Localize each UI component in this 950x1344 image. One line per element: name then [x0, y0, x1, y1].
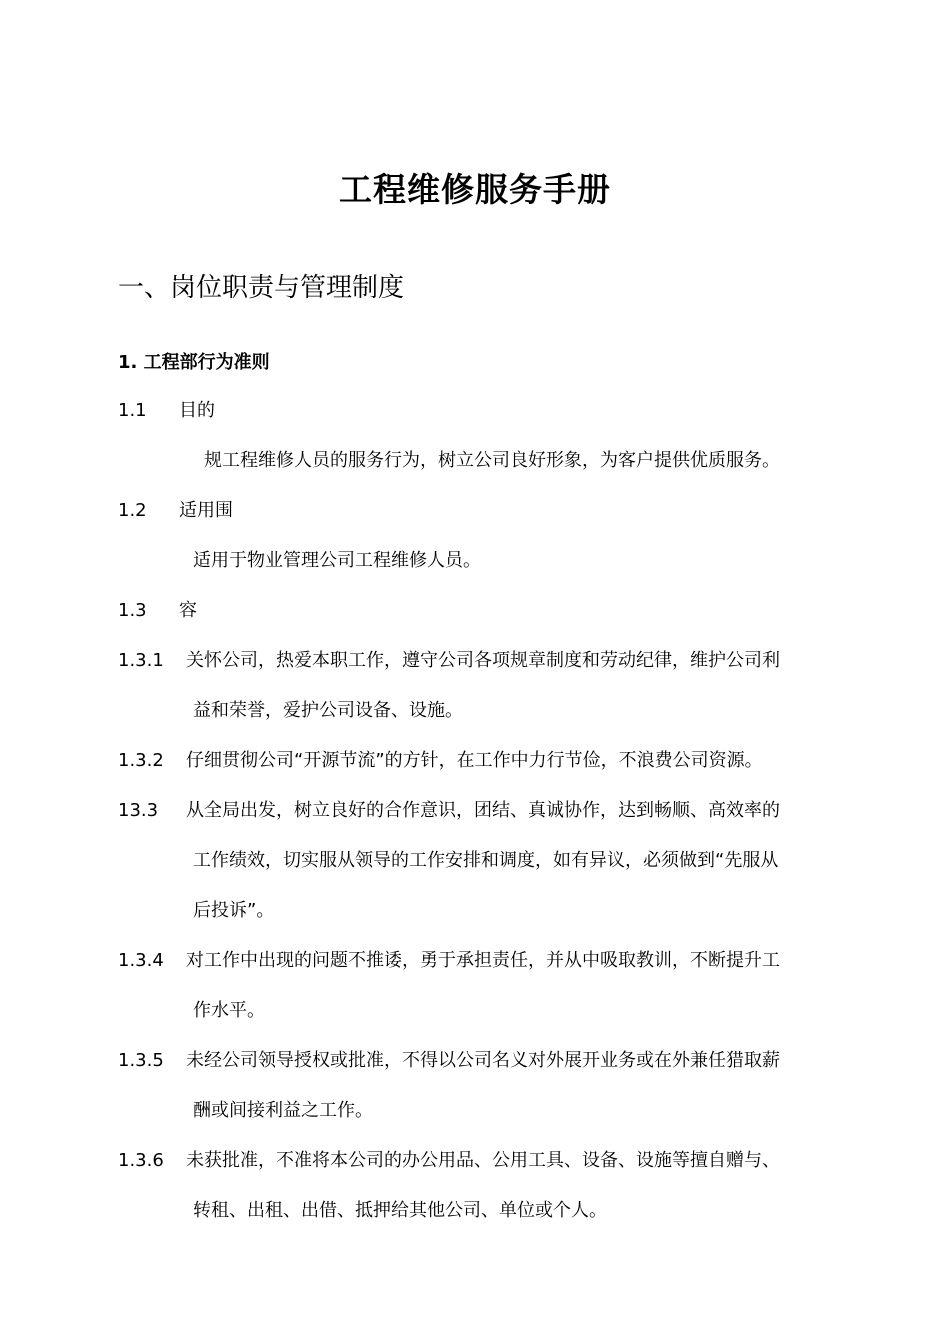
item-line: 后投诉”。	[193, 900, 275, 921]
item-number: 1.3.4	[118, 950, 164, 971]
section-number-1-2: 1.2	[118, 500, 147, 521]
item-number: 1.3.5	[118, 1050, 164, 1071]
item-number: 13.3	[118, 800, 159, 821]
item-number: 1.3.2	[118, 750, 164, 771]
section-label-1-3: 容	[179, 600, 197, 621]
section-body-1-2: 适用于物业管理公司工程维修人员。	[193, 550, 481, 571]
item-line: 未经公司领导授权或批准，不得以公司名义对外展开业务或在外兼任猎取薪	[186, 1050, 780, 1071]
item-number: 1.3.6	[118, 1150, 164, 1171]
item-line: 关怀公司，热爱本职工作，遵守公司各项规章制度和劳动纪律，维护公司利	[186, 650, 780, 671]
section-heading: 一、岗位职责与管理制度	[118, 273, 405, 303]
item-number: 1.3.1	[118, 650, 164, 671]
item-line: 仔细贯彻公司“开源节流”的方针，在工作中力行节俭，不浪费公司资源。	[186, 750, 763, 771]
item-line: 作水平。	[193, 1000, 265, 1021]
item-line: 工作绩效，切实服从领导的工作安排和调度，如有异议，必须做到“先服从	[193, 850, 779, 871]
item-line: 酬或间接利益之工作。	[193, 1100, 373, 1121]
section-label-1-2: 适用围	[179, 500, 233, 521]
section-label-1-1: 目的	[179, 400, 215, 421]
section-body-1-1: 规工程维修人员的服务行为，树立公司良好形象，为客户提供优质服务。	[204, 450, 780, 471]
item-line: 从全局出发，树立良好的合作意识，团结、真诚协作，达到畅顺、高效率的	[186, 800, 780, 821]
item-line: 对工作中出现的问题不推诿，勇于承担责任，并从中吸取教训，不断提升工	[186, 950, 780, 971]
section-number-1-3: 1.3	[118, 600, 147, 621]
sub-heading: 1. 工程部行为准则	[118, 352, 270, 373]
item-line: 转租、出租、出借、抵押给其他公司、单位或个人。	[193, 1200, 607, 1221]
section-number-1-1: 1.1	[118, 400, 147, 421]
document-title: 工程维修服务手册	[339, 170, 611, 209]
item-line: 益和荣誉，爱护公司设备、设施。	[193, 700, 463, 721]
item-line: 未获批准，不准将本公司的办公用品、公用工具、设备、设施等擅自赠与、	[186, 1150, 780, 1171]
